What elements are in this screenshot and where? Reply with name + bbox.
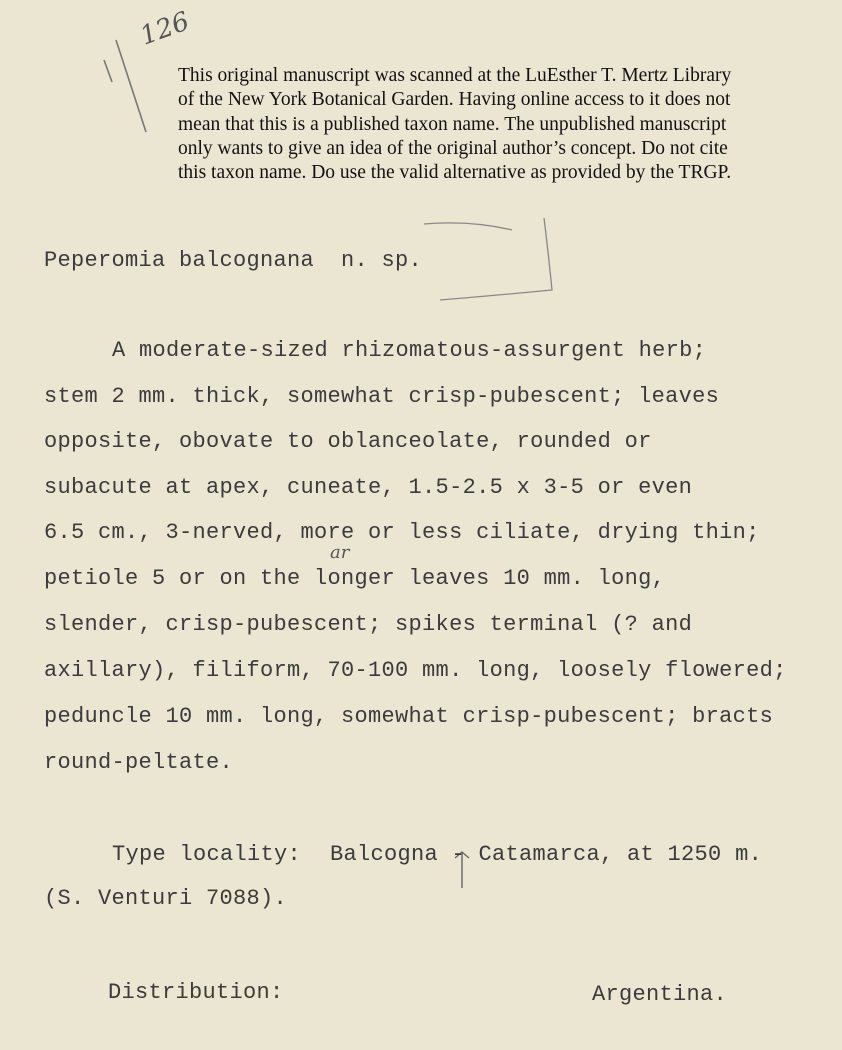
notice-line: This original manuscript was scanned at the LuEsther T. Mertz Library bbox=[178, 65, 732, 86]
description-line: 6.5 cm., 3-nerved, more or less ciliate, drying thin; bbox=[44, 520, 760, 545]
description-line: A moderate-sized rhizomatous-assurgent herb; bbox=[112, 338, 707, 363]
notice-line: mean that this is a published taxon name. The unpublished manuscript bbox=[178, 113, 727, 135]
handwritten-number: 126 bbox=[136, 6, 194, 52]
description-line: opposite, obovate to oblanceolate, rounded or bbox=[44, 429, 652, 454]
description-line: peduncle 10 mm. long, somewhat crisp-pubescent; bracts bbox=[44, 704, 774, 729]
notice-line: only wants to give an idea of the original author’s concept. Do not cite bbox=[178, 137, 728, 159]
pencil-slash-mark bbox=[116, 40, 146, 132]
species-title: Peperomia balcognana n. sp. bbox=[44, 248, 423, 273]
type-locality-label: Type locality: bbox=[112, 842, 302, 867]
description-line: petiole 5 or on the longer leaves 10 mm. long, bbox=[44, 566, 666, 591]
distribution-value: Argentina. bbox=[592, 982, 728, 1007]
notice-line: this taxon name. Do use the valid alternative as provided by the TRGP. bbox=[178, 162, 732, 184]
notice-line: of the New York Botanical Garden. Having online access to it does not bbox=[178, 89, 731, 111]
description-line: subacute at apex, cuneate, 1.5-2.5 x 3-5 or even bbox=[44, 475, 693, 500]
description-line: slender, crisp-pubescent; spikes terminal (? and bbox=[44, 612, 693, 637]
description-line: round-peltate. bbox=[44, 750, 234, 775]
library-notice bbox=[178, 64, 818, 185]
pencil-slash-mark bbox=[104, 60, 112, 82]
bracket-mark bbox=[424, 218, 552, 300]
distribution-label: Distribution: bbox=[108, 980, 284, 1005]
handwritten-correction: ar bbox=[330, 542, 350, 563]
type-locality-value: Balcogna - Catamarca, at 1250 m. bbox=[330, 842, 763, 867]
description-line: stem 2 mm. thick, somewhat crisp-pubescent; leaves bbox=[44, 384, 720, 409]
description-line: axillary), filiform, 70-100 mm. long, loosely flowered; bbox=[44, 658, 787, 683]
type-collector: (S. Venturi 7088). bbox=[44, 886, 288, 911]
